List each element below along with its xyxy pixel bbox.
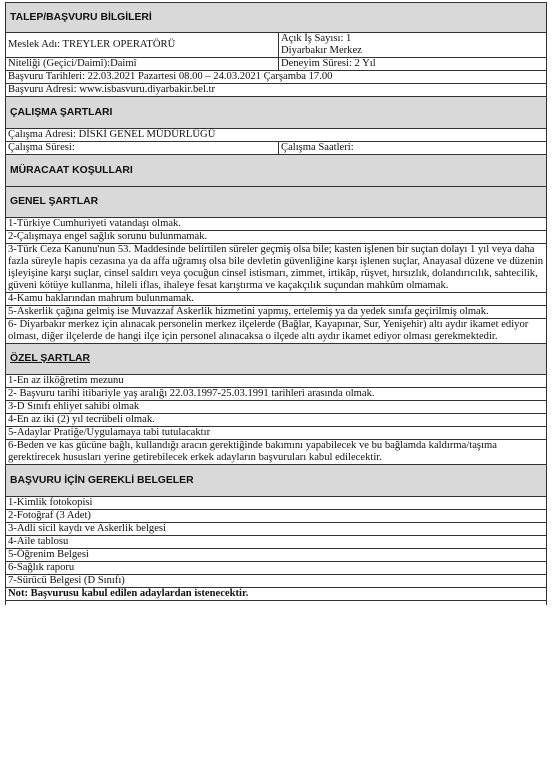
general-item-5: 5-Askerlik çağına gelmiş ise Muvazzaf Askerlik hizmetini yapmış, ertelemiş ya da yedek sınıfa geçirilmiş olmak. (6, 306, 547, 319)
document-item-2: 2-Fotoğraf (3 Adet) (6, 510, 547, 523)
application-info-heading: TALEP/BAŞVURU BİLGİLERİ (6, 3, 547, 33)
special-requirements-heading (6, 344, 547, 375)
special-item-3: 3-D Sınıfı ehliyet sahibi olmak (6, 401, 547, 414)
table-bottom-gap (6, 601, 547, 606)
required-documents-heading: BAŞVURU İÇİN GEREKLİ BELGELER (6, 465, 547, 497)
job-posting-table (5, 2, 547, 605)
special-item-1: 1-En az ilköğretim mezunu (6, 375, 547, 388)
nature-cell: Niteliği (Geçici/Daimî):Daimî (6, 58, 279, 71)
document-item-5: 5-Öğrenim Belgesi (6, 549, 547, 562)
general-requirements-heading: GENEL ŞARTLAR (6, 187, 547, 218)
application-dates: Başvuru Tarihleri: 22.03.2021 Pazartesi 08.00 – 24.03.2021 Çarşamba 17.00 (6, 71, 547, 84)
application-address: Başvuru Adresi: www.isbasvuru.diyarbakir.bel.tr (6, 84, 547, 97)
document-item-4: 4-Aile tablosu (6, 536, 547, 549)
document-item-6: 6-Sağlık raporu (6, 562, 547, 575)
working-conditions-heading: ÇALIŞMA ŞARTLARI (6, 97, 547, 129)
special-item-6: 6-Beden ve kas gücüne bağlı, kullandığı aracın gerektiğinde bakımını yapabilecek ve bu bağlamda kaldırma/taşıma gerektirecek hususları yerine getirebilecek erkek adayların başvuruları kabul edilecektir. (6, 440, 547, 465)
openings-cell (279, 33, 547, 58)
general-item-3: 3-Türk Ceza Kanunu'nun 53. Maddesinde belirtilen süreler geçmiş olsa bile; kasten işlenen bir suçtan dolayı 1 yıl veya daha fazla süreyle hapis cezasına ya da affa uğramış olsa bile devletin güvenliğine karşı işlenen suçlar, Anayasal düzene ve düzenin işleyişine karşı suçlar, cinsel saldırı veya çocuğun cinsel istismarı, zimmet, irtikâp, rüşvet, hırsızlık, dolandırıcılık, sahtecilik, güveni kötüye kullanma, hileli iflas, ihaleye fesat karıştırma ve kaçakçılık suçundan mahkûm olmamak. (6, 244, 547, 293)
openings-location: Diyarbakır Merkez (281, 45, 362, 56)
special-item-5: 5-Adaylar Pratiğe/Uygulamaya tabi tutulacaktır (6, 427, 547, 440)
general-item-1: 1-Türkiye Cumhuriyeti vatandaşı olmak. (6, 218, 547, 231)
general-item-6: 6- Diyarbakır merkez için alınacak personelin merkez ilçelerde (Bağlar, Kayapınar, Sur, Yenişehir) altı aydır ikamet ediyor olması, diğer ilçelerde de hangi ilçe için personel alınacaksa o ilçede altı aydır ikamet ediyor olması gerekmektedir. (6, 319, 547, 344)
profession-cell: Meslek Adı: TREYLER OPERATÖRÜ (6, 33, 279, 58)
work-duration: Çalışma Süresi: (6, 142, 279, 155)
general-item-4: 4-Kamu haklarından mahrum bulunmamak. (6, 293, 547, 306)
document-item-7: 7-Sürücü Belgesi (D Sınıfı) (6, 575, 547, 588)
documents-note: Not: Başvurusu kabul edilen adaylardan istenecektir. (6, 588, 547, 601)
special-item-2: 2- Başvuru tarihi itibariyle yaş aralığı 22.03.1997-25.03.1991 tarihleri arasında olmak. (6, 388, 547, 401)
work-hours: Çalışma Saatleri: (279, 142, 547, 155)
document-item-1: 1-Kimlik fotokopisi (6, 497, 547, 510)
application-conditions-heading: MÜRACAAT KOŞULLARI (6, 155, 547, 187)
special-item-4: 4-En az iki (2) yıl tecrübeli olmak. (6, 414, 547, 427)
work-address: Çalışma Adresi: DİSKİ GENEL MÜDÜRLÜĞÜ (6, 129, 547, 142)
general-item-2: 2-Çalışmaya engel sağlık sorunu bulunmamak. (6, 231, 547, 244)
experience-cell: Deneyim Süresi: 2 Yıl (279, 58, 547, 71)
document-item-3: 3-Adli sicil kaydı ve Askerlik belgesi (6, 523, 547, 536)
special-requirements-title: ÖZEL ŞARTLAR (10, 353, 91, 364)
openings-count: Açık İş Sayısı: 1 (281, 33, 352, 44)
